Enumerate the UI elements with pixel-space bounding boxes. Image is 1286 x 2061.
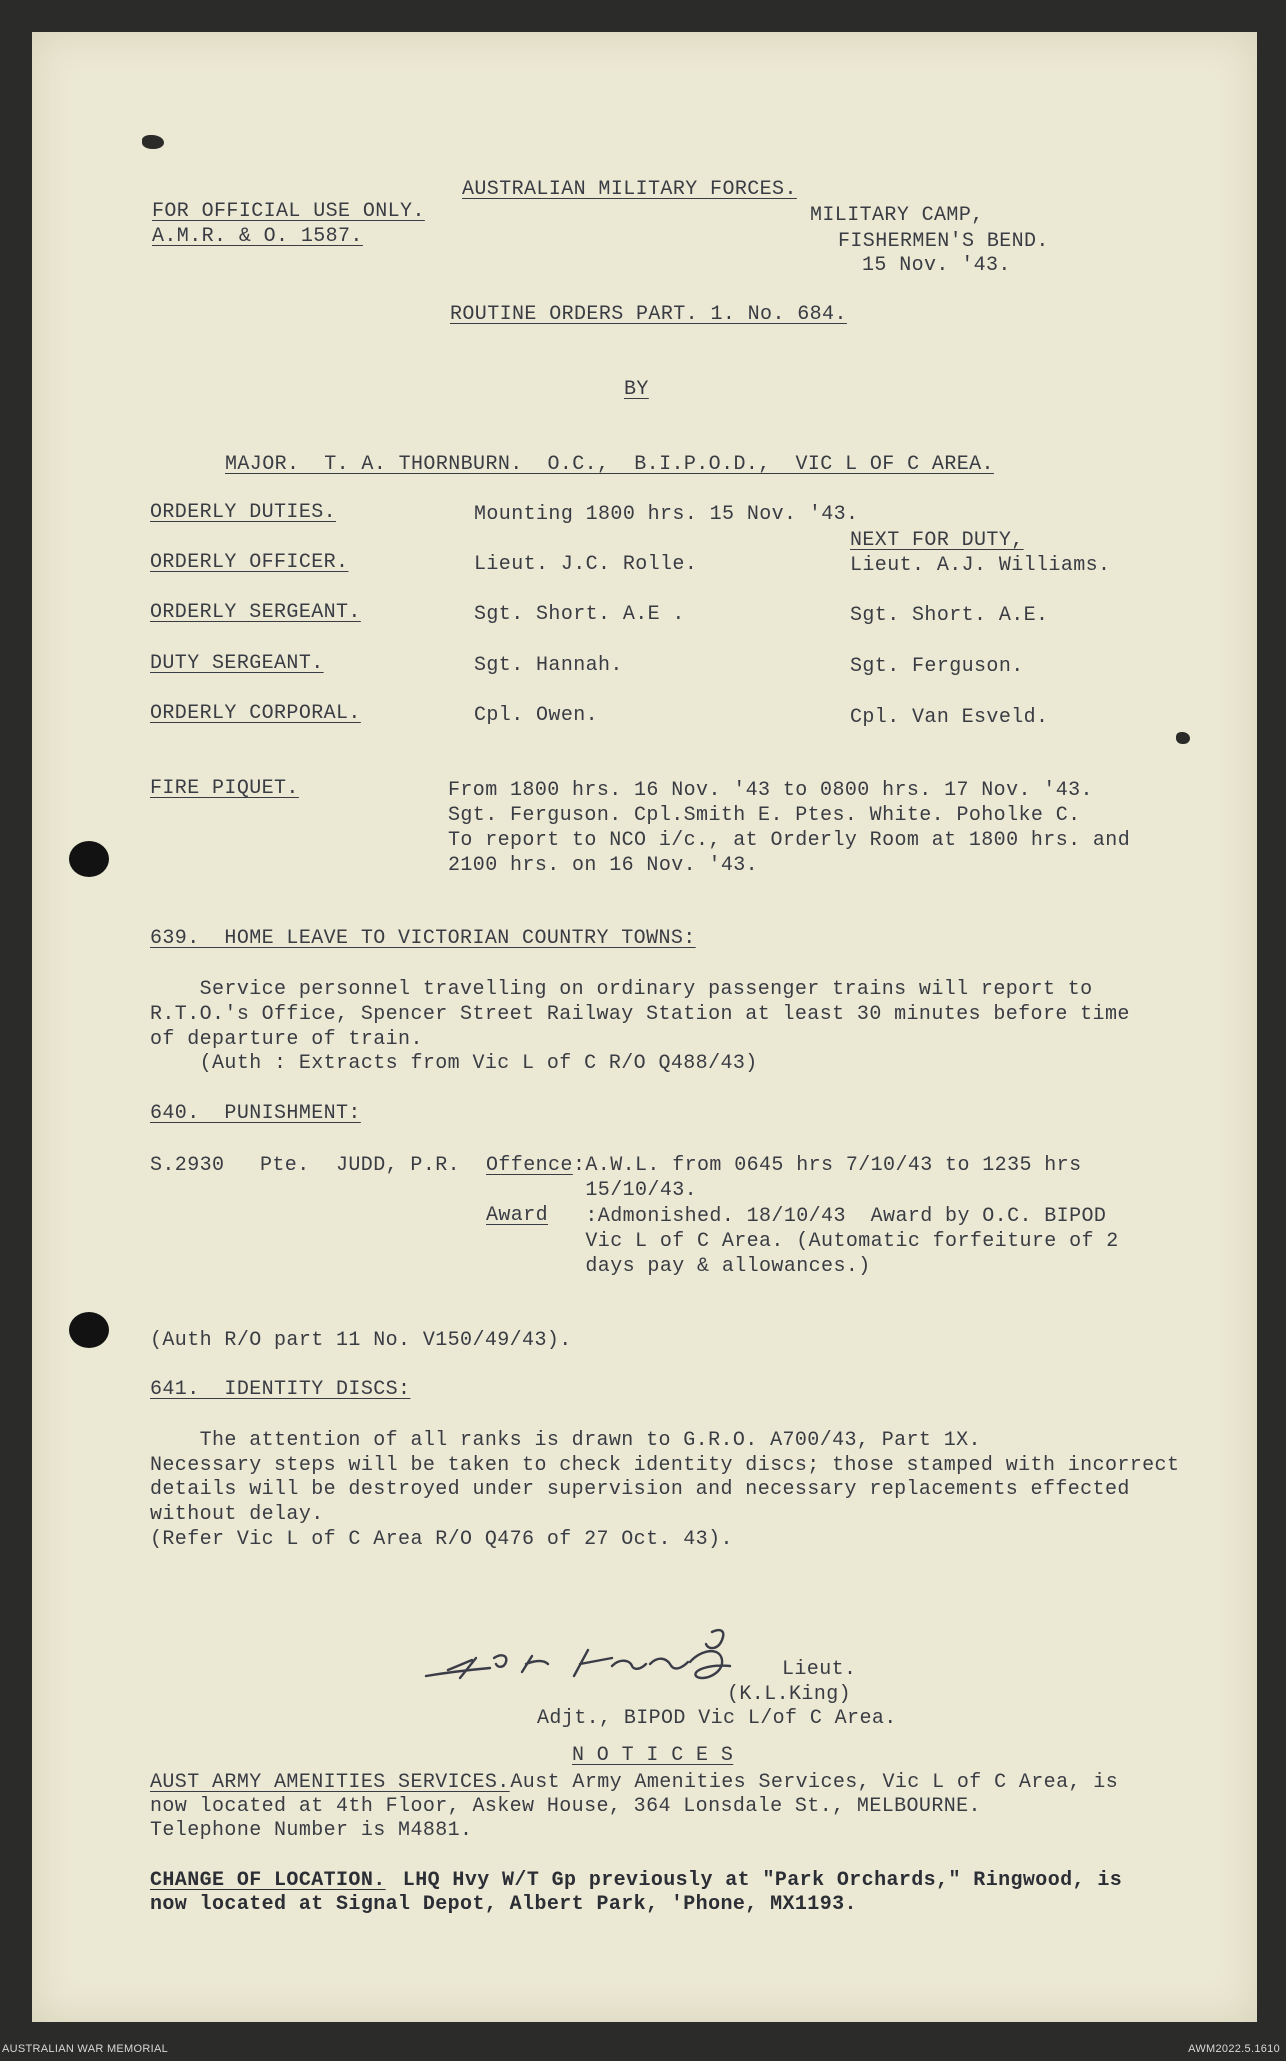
punch-hole-top — [69, 841, 109, 877]
section-639-heading: 639. HOME LEAVE TO VICTORIAN COUNTRY TOWNS: — [150, 927, 696, 950]
duty-role: ORDERLY OFFICER. — [150, 551, 349, 574]
duty-current: Lieut. J.C. Rolle. — [474, 553, 698, 576]
camp-location: FISHERMEN'S BEND. — [838, 230, 1049, 253]
paper-tear-right — [1176, 732, 1190, 744]
duty-next: Lieut. A.J. Williams. — [850, 554, 1111, 577]
paper-tear-top-left — [142, 135, 164, 149]
location-change-line: now located at Signal Depot, Albert Park, 'Phone, MX1193. — [150, 1893, 857, 1916]
offence-label: Offence — [486, 1154, 573, 1177]
mounting-time: Mounting 1800 hrs. 15 Nov. '43. — [474, 503, 859, 526]
section-641-line: (Refer Vic L of C Area R/O Q476 of 27 Oct. 43). — [150, 1528, 733, 1551]
footer-accession: AWM2022.5.1610 — [1188, 2043, 1280, 2055]
location-change-line: LHQ Hvy W/T Gp previously at "Park Orchards," Ringwood, is — [378, 1869, 1123, 1892]
signature-name: (K.L.King) — [727, 1683, 852, 1706]
fire-piquet-line: 2100 hrs. on 16 Nov. '43. — [448, 854, 759, 877]
duty-role: ORDERLY CORPORAL. — [150, 702, 361, 725]
signature-position: Adjt., BIPOD Vic L/of C Area. — [537, 1707, 897, 1730]
amenities-line: Aust Army Amenities Services, Vic L of C Area, is — [498, 1771, 1119, 1794]
service-number: S.2930 — [150, 1154, 225, 1177]
signature-rank: Lieut. — [782, 1658, 857, 1681]
commanding-officer: MAJOR. T. A. THORNBURN. O.C., B.I.P.O.D., VIC L OF C AREA. — [225, 453, 994, 476]
duty-current: Cpl. Owen. — [474, 704, 599, 727]
soldier-name: JUDD, P.R. — [336, 1154, 461, 1177]
offence-line: :A.W.L. from 0645 hrs 7/10/43 to 1235 hrs — [573, 1154, 1082, 1177]
award-line: days pay & allowances.) — [573, 1255, 871, 1278]
section-640-heading: 640. PUNISHMENT: — [150, 1102, 361, 1125]
fire-piquet-label: FIRE PIQUET. — [150, 777, 299, 800]
amenities-label: AUST ARMY AMENITIES SERVICES. — [150, 1771, 510, 1794]
location-change-label: CHANGE OF LOCATION. — [150, 1869, 386, 1892]
amr-reference: A.M.R. & O. 1587. — [152, 225, 363, 248]
section-641-line: The attention of all ranks is drawn to G.R.O. A700/43, Part 1X. — [150, 1429, 981, 1452]
fire-piquet-line: To report to NCO i/c., at Orderly Room at 1800 hrs. and — [448, 829, 1131, 852]
orderly-duties-label: ORDERLY DUTIES. — [150, 501, 337, 524]
duty-role: ORDERLY SERGEANT. — [150, 601, 361, 624]
section-639-line: R.T.O.'s Office, Spencer Street Railway Station at least 30 minutes before time — [150, 1003, 1130, 1026]
camp-name: MILITARY CAMP, — [810, 204, 984, 227]
by-label: BY — [624, 378, 649, 401]
footer-institution: AUSTRALIAN WAR MEMORIAL — [2, 2043, 169, 2055]
section-641-heading: 641. IDENTITY DISCS: — [150, 1378, 411, 1401]
section-641-line: Necessary steps will be taken to check identity discs; those stamped with incorrect — [150, 1454, 1180, 1477]
duty-next: Sgt. Short. A.E. — [850, 604, 1049, 627]
official-use-label: FOR OFFICIAL USE ONLY. — [152, 200, 425, 223]
duty-current: Sgt. Short. A.E . — [474, 603, 685, 626]
next-for-duty-label: NEXT FOR DUTY, — [850, 529, 1024, 552]
punishment-authority: (Auth R/O part 11 No. V150/49/43). — [150, 1329, 572, 1352]
section-641-line: without delay. — [150, 1503, 324, 1526]
routine-orders-title: ROUTINE ORDERS PART. 1. No. 684. — [450, 303, 847, 326]
duty-next: Sgt. Ferguson. — [850, 655, 1024, 678]
duty-role: DUTY SERGEANT. — [150, 652, 324, 675]
section-641-line: details will be destroyed under supervision and necessary replacements effected — [150, 1478, 1130, 1501]
document-title: AUSTRALIAN MILITARY FORCES. — [462, 178, 797, 201]
section-639-line: of departure of train. — [150, 1028, 423, 1051]
award-line: Vic L of C Area. (Automatic forfeiture of 2 — [573, 1230, 1119, 1253]
soldier-rank: Pte. — [260, 1154, 310, 1177]
punch-hole-bottom — [69, 1312, 109, 1348]
duty-current: Sgt. Hannah. — [474, 654, 623, 677]
duty-next: Cpl. Van Esveld. — [850, 706, 1049, 729]
section-639-line: Service personnel travelling on ordinary passenger trains will report to — [150, 978, 1093, 1001]
section-639-line: (Auth : Extracts from Vic L of C R/O Q488/43) — [150, 1052, 758, 1075]
document-date: 15 Nov. '43. — [862, 254, 1011, 277]
amenities-line: now located at 4th Floor, Askew House, 364 Lonsdale St., MELBOURNE. — [150, 1795, 981, 1818]
offence-line: 15/10/43. — [573, 1179, 698, 1202]
award-line: :Admonished. 18/10/43 Award by O.C. BIPOD — [573, 1205, 1107, 1228]
notices-title: N O T I C E S — [572, 1744, 734, 1767]
amenities-line: Telephone Number is M4881. — [150, 1819, 473, 1842]
fire-piquet-line: Sgt. Ferguson. Cpl.Smith E. Ptes. White. Poholke C. — [448, 804, 1081, 827]
award-label: Award — [486, 1204, 549, 1227]
fire-piquet-line: From 1800 hrs. 16 Nov. '43 to 0800 hrs. 17 Nov. '43. — [448, 779, 1093, 802]
